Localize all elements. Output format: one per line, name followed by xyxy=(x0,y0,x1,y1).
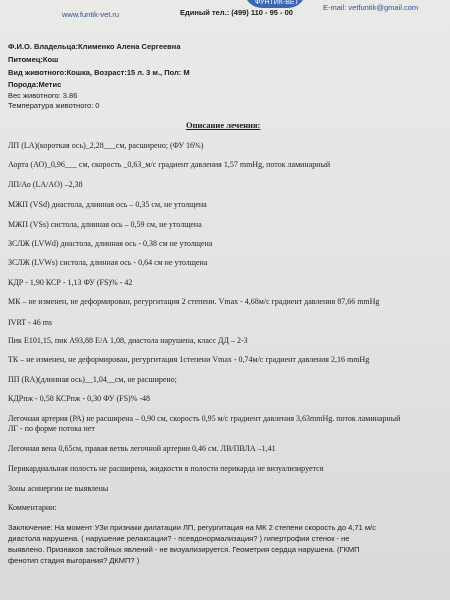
report-line-lvwd: ЗСЛЖ (LVWd) диастола, длинная ось - 0,38 см не утолщена xyxy=(8,239,213,248)
report-line-aorta: Аорта (АО)_0,96___ см, скорость _0,63_м/с градиент давления 1,57 mmHg, поток ламинарный xyxy=(8,160,331,169)
report-line-pa: Легочная артерия (РА) не расширена – 0,90 см, скорость 0,95 м/с градиент давления 3,63mmHg. поток ламинарный xyxy=(8,414,401,423)
conclusion-line-4: фенотип стадия выгорания? ДКМП? ) xyxy=(8,556,140,565)
pet-name: Питомец:Кош xyxy=(8,55,59,64)
report-line-pericardium: Перикардиальная полость не расширена, жидкости в полости перикарда не визуализируется xyxy=(8,464,324,473)
report-line-ra: ПП (RA)(длинная ось)__1,04__см, не расширено; xyxy=(8,375,177,384)
temperature: Температура животного: 0 xyxy=(8,101,100,110)
species-age-sex: Вид животного:Кошка, Возраст:15 л. 3 м., Пол: М xyxy=(8,68,190,77)
conclusion-line-1: Заключение: На момент УЗи признаки дилатации ЛП, регургитация на МК 2 степени скорость до 4,71 м/с xyxy=(8,523,376,532)
conclusion-line-3: выявлено. Признаков застойных явлений - не визуализируется. Геометрия сердца нарушена. (ГКМП xyxy=(8,545,360,554)
conclusion-line-2: диастола нарушена. ( нарушение релаксации? - псевдонормализация? ) гипертрофии стенок - не xyxy=(8,534,350,543)
report-line-la: ЛП (LA)(короткая ось)_2,28___см, расширено; (ФУ 16%) xyxy=(8,141,204,150)
report-line-vss: МЖП (VSs) систола, длинная ось – 0,59 см, не утолщена xyxy=(8,220,202,229)
clinic-website: www.funtik-vet.ru xyxy=(62,10,120,19)
report-title: Описание лечения: xyxy=(186,120,261,130)
report-line-pv: Легочная вена 0,65см, правая ветвь легочной артерии 0,46 см. ЛВ/ПВЛА –1,41 xyxy=(8,444,276,453)
clinic-logo-text: ФУНТИК-ВЕТ xyxy=(255,0,299,6)
owner-name: Ф.И.О. Владельца:Клименко Алена Сергеевна xyxy=(8,42,181,51)
report-line-lvws: ЗСЛЖ (LVWs) систола, длинная ось - 0,64 см не утолщена xyxy=(8,258,208,267)
report-line-peak: Пик Е101,15, пик А93,88 Е/А 1,08, диастола нарушена, класс ДД – 2-3 xyxy=(8,336,248,345)
report-line-comments: Комментарии: xyxy=(8,503,57,512)
clinic-email: E-mail: vetfuntik@gmail.com xyxy=(323,3,419,12)
report-line-asynergy: Зоны асинергии не выявлены xyxy=(8,484,109,493)
breed: Порода:Метис xyxy=(8,80,62,89)
report-line-kdr: КДР - 1,90 КСР - 1,13 ФУ (FS)% - 42 xyxy=(8,278,133,287)
report-line-mk: МК – не изменен, не деформирован, регургитация 2 степени. Vmax - 4,68м/с градиент давления 87,66 mmHg xyxy=(8,297,380,306)
report-line-la-ao: ЛП/Ао (LA/AO) –2,38 xyxy=(8,180,83,189)
report-line-vsd: МЖП (VSd) диастола, длинная ось – 0,35 см, не утолщена xyxy=(8,200,207,209)
report-line-lg: ЛГ - по форме потока нет xyxy=(8,424,95,433)
report-line-ivrt: IVRT - 46 ms xyxy=(8,318,53,327)
report-line-tk: ТК – не изменен, не деформирован, регургитация 1степени Vmax - 0,74м/с градиент давления 2,16 mmHg xyxy=(8,355,370,364)
weight: Вес животного: 3.86 xyxy=(8,91,78,100)
report-line-kdrpzh: КДРпж - 0,58 КСРпж - 0,30 ФУ (FS)% -48 xyxy=(8,394,151,403)
clinic-phone: Единый тел.: (499) 110 - 95 - 00 xyxy=(180,8,293,17)
letterhead xyxy=(0,0,450,24)
